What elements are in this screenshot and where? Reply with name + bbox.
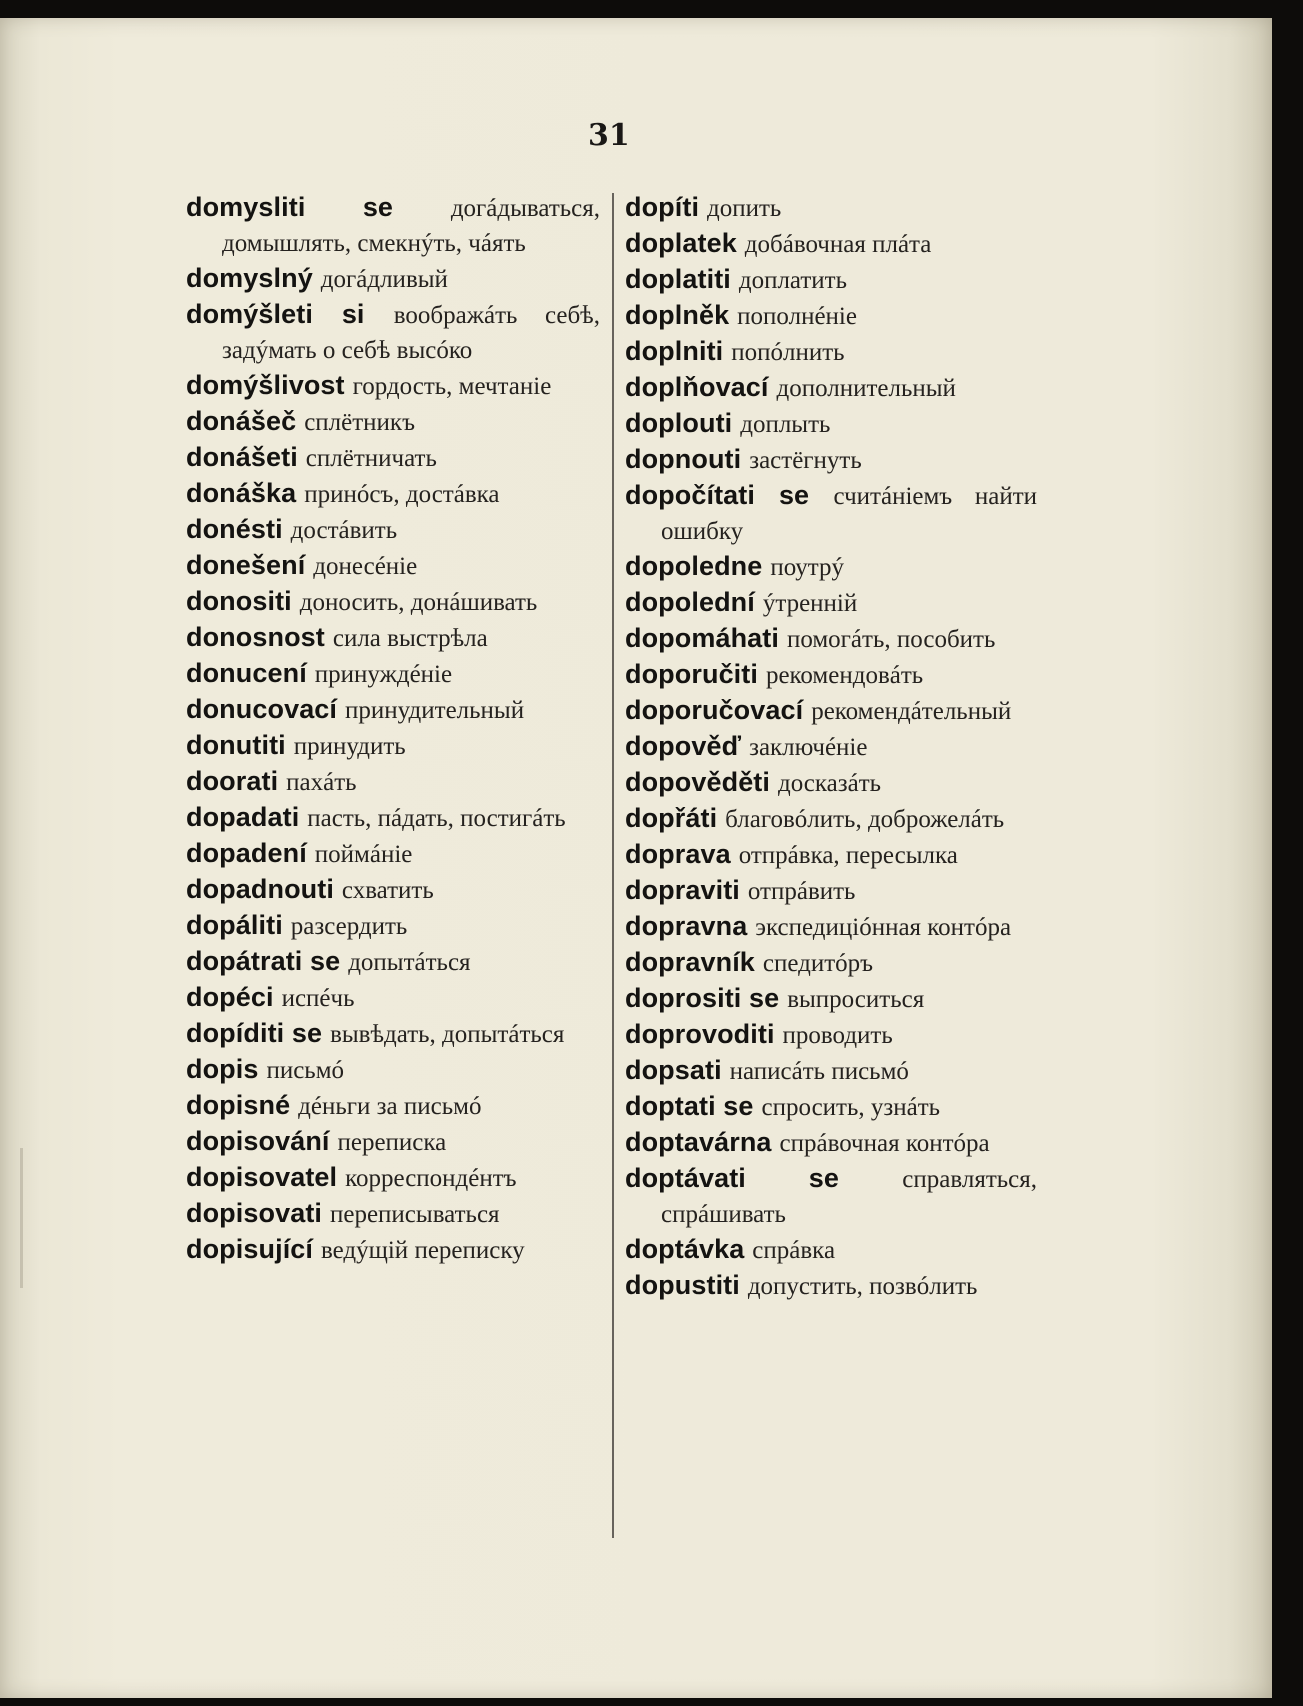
headword: dopraviti bbox=[625, 875, 740, 905]
headword: dopisovati bbox=[186, 1198, 323, 1228]
translation: помогáть, пособить bbox=[786, 626, 996, 653]
dictionary-entry bbox=[625, 549, 1037, 585]
dictionary-entry bbox=[186, 440, 600, 476]
right-column bbox=[625, 190, 1037, 1304]
headword: dopíti bbox=[625, 192, 700, 222]
headword: dopíditi se bbox=[186, 1018, 323, 1048]
headword: doporučovací bbox=[625, 695, 804, 725]
translation: отпрáвка, пересылка bbox=[738, 842, 958, 869]
dictionary-entry bbox=[186, 368, 600, 404]
translation: допустить, позвóлить bbox=[747, 1273, 978, 1300]
dictionary-entry bbox=[186, 1016, 600, 1052]
dictionary-page bbox=[0, 18, 1272, 1698]
dictionary-entry bbox=[625, 334, 1037, 370]
translation: сила выстрѣла bbox=[332, 625, 488, 652]
dictionary-entry bbox=[186, 261, 600, 297]
headword: dopisovatel bbox=[186, 1162, 338, 1192]
translation: дополнительный bbox=[776, 375, 956, 402]
translation: дéньги за письмó bbox=[298, 1093, 482, 1120]
headword: donésti bbox=[186, 514, 283, 544]
dictionary-entry bbox=[625, 1268, 1037, 1304]
translation: рекомендовáть bbox=[765, 662, 924, 689]
dictionary-entry bbox=[186, 584, 600, 620]
dictionary-entry bbox=[625, 765, 1037, 801]
headword: donáška bbox=[186, 478, 297, 508]
translation: испéчь bbox=[281, 985, 355, 1012]
translation: справляться, спрáшивать bbox=[661, 1166, 1037, 1228]
dictionary-entry bbox=[625, 1125, 1037, 1161]
translation: добáвочная плáта bbox=[744, 231, 932, 258]
translation: спедитóръ bbox=[762, 950, 874, 977]
headword: doplňovací bbox=[625, 372, 769, 402]
translation: разсердить bbox=[290, 913, 408, 940]
dictionary-entry bbox=[625, 693, 1037, 729]
translation: принудить bbox=[293, 733, 406, 760]
translation: доносить, донáшивать bbox=[299, 589, 538, 616]
headword: doprovoditi bbox=[625, 1019, 775, 1049]
dictionary-entry bbox=[625, 657, 1037, 693]
translation: попóлнить bbox=[731, 339, 845, 366]
headword: dopisování bbox=[186, 1126, 330, 1156]
translation: принóсъ, достáвка bbox=[304, 481, 500, 508]
headword: domýšlivost bbox=[186, 370, 345, 400]
dictionary-entry bbox=[186, 836, 600, 872]
translation: донесéніе bbox=[313, 553, 418, 580]
dictionary-entry bbox=[625, 262, 1037, 298]
dictionary-entry bbox=[625, 585, 1037, 621]
dictionary-entry bbox=[186, 1052, 600, 1088]
dictionary-entry bbox=[625, 837, 1037, 873]
headword: dopátrati se bbox=[186, 946, 341, 976]
headword: dopsati bbox=[625, 1055, 722, 1085]
dictionary-entry bbox=[186, 1088, 600, 1124]
translation: допить bbox=[707, 195, 782, 222]
headword: dopustiti bbox=[625, 1270, 740, 1300]
dictionary-entry bbox=[625, 442, 1037, 478]
translation: сплётникъ bbox=[304, 409, 416, 436]
headword: doplouti bbox=[625, 408, 733, 438]
dictionary-entry bbox=[625, 1089, 1037, 1125]
translation: доплыть bbox=[740, 411, 831, 438]
translation: благовóлить, доброжелáть bbox=[725, 806, 1005, 833]
translation: заключéніе bbox=[749, 734, 868, 761]
dictionary-entry bbox=[625, 801, 1037, 837]
dictionary-entry bbox=[186, 548, 600, 584]
dictionary-entry bbox=[186, 692, 600, 728]
dictionary-entry bbox=[186, 908, 600, 944]
translation: письмó bbox=[266, 1057, 345, 1084]
headword: doplatek bbox=[625, 228, 737, 258]
dictionary-entry bbox=[186, 1160, 600, 1196]
translation: спросить, узнáть bbox=[761, 1094, 941, 1121]
left-column bbox=[186, 190, 600, 1268]
translation: допытáться bbox=[348, 949, 471, 976]
headword: dopravna bbox=[625, 911, 748, 941]
translation: доплатить bbox=[738, 267, 847, 294]
headword: doplatiti bbox=[625, 264, 731, 294]
headword: dopis bbox=[186, 1054, 259, 1084]
headword: doptati se bbox=[625, 1091, 754, 1121]
translation: пасть, пáдать, постигáть bbox=[307, 805, 566, 832]
headword: donosnost bbox=[186, 622, 325, 652]
headword: doprava bbox=[625, 839, 731, 869]
translation: написáть письмó bbox=[729, 1058, 909, 1085]
translation: гордость, мечтаніе bbox=[352, 373, 552, 400]
headword: doorati bbox=[186, 766, 279, 796]
headword: dopověděti bbox=[625, 767, 771, 797]
dictionary-entry bbox=[625, 981, 1037, 1017]
dictionary-entry bbox=[625, 729, 1037, 765]
dictionary-entry bbox=[625, 1232, 1037, 1268]
translation: ýтренній bbox=[762, 590, 858, 617]
headword: doptávati se bbox=[625, 1163, 840, 1193]
dictionary-entry bbox=[186, 190, 600, 261]
translation: рекомендáтельный bbox=[811, 698, 1012, 725]
page-number: 31 bbox=[588, 118, 630, 153]
headword: dopomáhati bbox=[625, 623, 779, 653]
translation: экспедиціóнная контóра bbox=[755, 914, 1012, 941]
dictionary-entry bbox=[625, 1053, 1037, 1089]
translation: вывѣдать, допытáться bbox=[330, 1021, 565, 1048]
dictionary-entry bbox=[186, 656, 600, 692]
dictionary-entry bbox=[186, 476, 600, 512]
headword: dopočítati se bbox=[625, 480, 810, 510]
headword: donášeti bbox=[186, 442, 298, 472]
dictionary-entry bbox=[625, 1017, 1037, 1053]
dictionary-entry bbox=[625, 945, 1037, 981]
translation: принуждéніе bbox=[314, 661, 453, 688]
translation: проводить bbox=[782, 1022, 893, 1049]
headword: dopéci bbox=[186, 982, 274, 1012]
translation: досказáть bbox=[777, 770, 882, 797]
translation: схватить bbox=[341, 877, 434, 904]
dictionary-entry bbox=[625, 406, 1037, 442]
headword: donášeč bbox=[186, 406, 297, 436]
dictionary-entry bbox=[186, 1196, 600, 1232]
translation: выпроситься bbox=[787, 986, 925, 1013]
headword: dopřáti bbox=[625, 803, 718, 833]
headword: dopadnouti bbox=[186, 874, 334, 904]
translation: воображáть себѣ, задýмать о себѣ высóко bbox=[222, 302, 600, 364]
translation: переписка bbox=[337, 1129, 447, 1156]
column-divider bbox=[612, 193, 614, 1538]
dictionary-entry bbox=[186, 620, 600, 656]
dictionary-entry bbox=[186, 404, 600, 440]
headword: domysliti se bbox=[186, 192, 394, 222]
dictionary-entry bbox=[625, 621, 1037, 657]
headword: doprositi se bbox=[625, 983, 780, 1013]
dictionary-entry bbox=[625, 298, 1037, 334]
dictionary-entry bbox=[186, 872, 600, 908]
translation: спрáвка bbox=[752, 1237, 836, 1264]
translation: корреспондéнтъ bbox=[345, 1165, 517, 1192]
headword: doptavárna bbox=[625, 1127, 772, 1157]
headword: donucovací bbox=[186, 694, 338, 724]
translation: спрáвочная контóра bbox=[779, 1130, 990, 1157]
dictionary-entry bbox=[186, 1124, 600, 1160]
headword: donutiti bbox=[186, 730, 286, 760]
dictionary-entry bbox=[625, 226, 1037, 262]
headword: dopravník bbox=[625, 947, 755, 977]
headword: donucení bbox=[186, 658, 307, 688]
dictionary-entry bbox=[186, 1232, 600, 1268]
dictionary-entry bbox=[186, 980, 600, 1016]
headword: doplniti bbox=[625, 336, 724, 366]
translation: переписываться bbox=[329, 1201, 500, 1228]
headword: dopolední bbox=[625, 587, 755, 617]
headword: domýšleti si bbox=[186, 299, 365, 329]
dictionary-entry bbox=[186, 297, 600, 368]
translation: сплётничать bbox=[305, 445, 437, 472]
dictionary-entry bbox=[625, 873, 1037, 909]
headword: dopisné bbox=[186, 1090, 291, 1120]
dictionary-entry bbox=[186, 944, 600, 980]
dictionary-entry bbox=[625, 478, 1037, 549]
translation: догáдливый bbox=[320, 266, 448, 293]
translation: считáніемъ найти ошибку bbox=[661, 483, 1038, 545]
headword: dopadení bbox=[186, 838, 307, 868]
dictionary-entry bbox=[625, 370, 1037, 406]
dictionary-entry bbox=[186, 512, 600, 548]
headword: domyslný bbox=[186, 263, 313, 293]
headword: doplněk bbox=[625, 300, 730, 330]
dictionary-entry bbox=[186, 728, 600, 764]
translation: пахáть bbox=[286, 769, 357, 796]
headword: doptávka bbox=[625, 1234, 745, 1264]
headword: dopoledne bbox=[625, 551, 763, 581]
dictionary-entry bbox=[625, 909, 1037, 945]
translation: принудительный bbox=[344, 697, 525, 724]
headword: dopadati bbox=[186, 802, 300, 832]
headword: donešení bbox=[186, 550, 306, 580]
translation: поутрý bbox=[770, 554, 845, 581]
dictionary-entry bbox=[625, 190, 1037, 226]
dictionary-entry bbox=[186, 764, 600, 800]
page-edge-mark bbox=[20, 1148, 23, 1288]
translation: застёгнуть bbox=[749, 447, 862, 474]
translation: пополнéніе bbox=[737, 303, 857, 330]
translation: отпрáвить bbox=[747, 878, 856, 905]
translation: ведýщій переписку bbox=[320, 1237, 525, 1264]
translation: достáвить bbox=[290, 517, 398, 544]
headword: dopisující bbox=[186, 1234, 314, 1264]
dictionary-entry bbox=[186, 800, 600, 836]
dictionary-entry bbox=[625, 1161, 1037, 1232]
headword: dopáliti bbox=[186, 910, 283, 940]
translation: поймáніе bbox=[314, 841, 413, 868]
translation: догáдываться, домышлять, смекнýть, чáять bbox=[222, 195, 600, 257]
headword: dopověď bbox=[625, 731, 742, 761]
headword: dopnouti bbox=[625, 444, 742, 474]
headword: donositi bbox=[186, 586, 292, 616]
headword: doporučiti bbox=[625, 659, 758, 689]
